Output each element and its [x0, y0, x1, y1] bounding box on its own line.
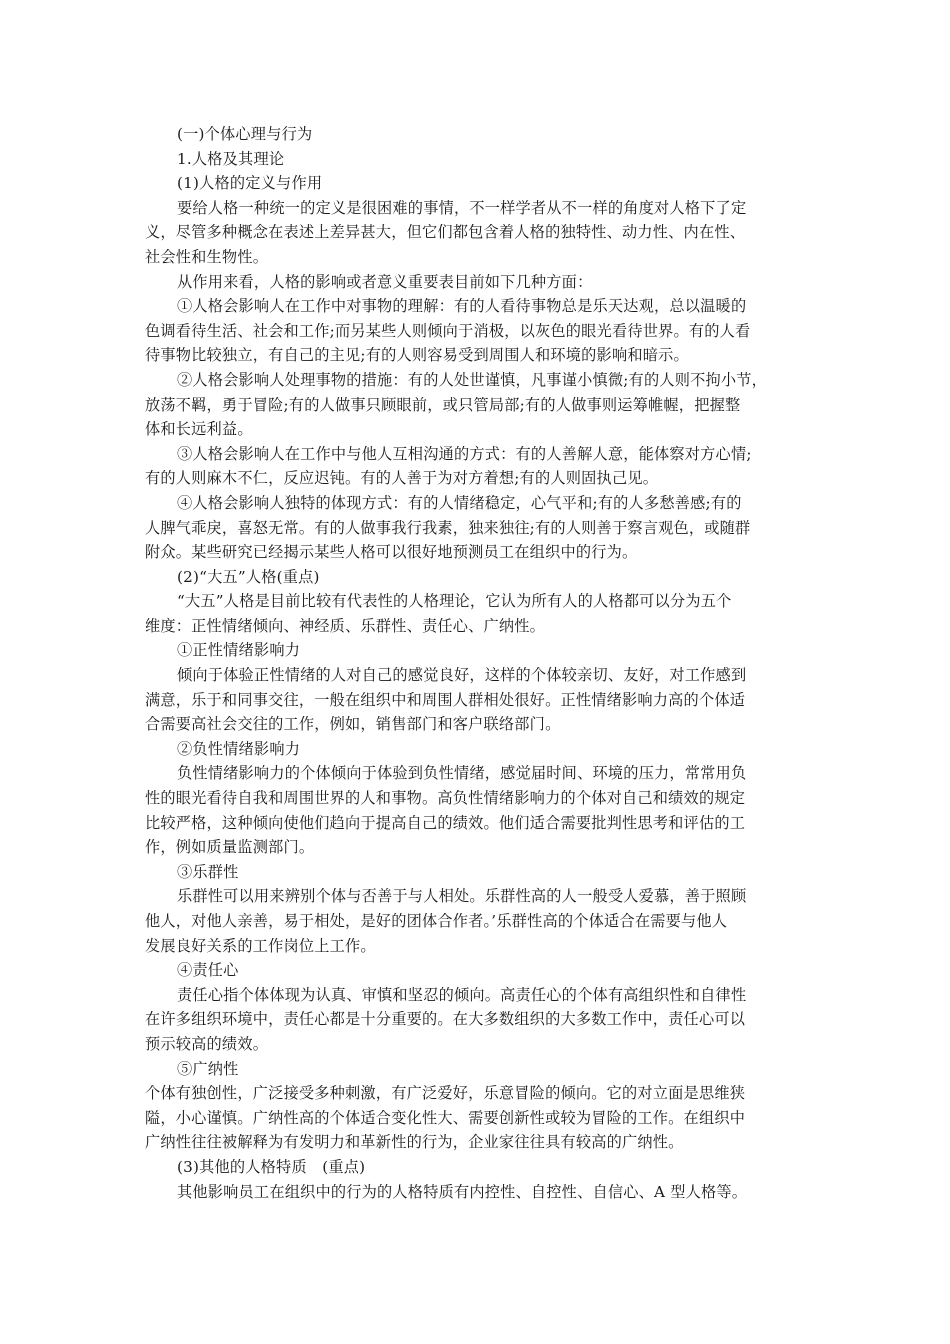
text-line: 附众。某些研究已经揭示某些人格可以很好地预测员工在组织中的行为。 [145, 543, 638, 562]
text-line: 有的人则麻木不仁，反应迟钝。有的人善于为对方着想;有的人则固执己见。 [145, 469, 659, 488]
text-line: 合需要高社会交往的工作，例如，销售部门和客户联络部门。 [145, 715, 561, 734]
text-line: 社会性和生物性。 [145, 247, 269, 266]
text-line: 负性情绪影响力的个体倾向于体验到负性情绪，感觉届时间、环境的压力，常常用负 [177, 764, 747, 783]
text-line: ①正性情绪影响力 [177, 641, 301, 660]
text-line: 从作用来看，人格的影响或者意义重要表目前如下几种方面： [177, 272, 593, 291]
text-line: 维度：正性情绪倾向、神经质、乐群性、责任心、广纳性。 [145, 616, 546, 635]
text-line: 体和长远利益。 [145, 420, 253, 439]
text-line: ⑤广纳性 [177, 1059, 239, 1078]
text-line: ①人格会影响人在工作中对事物的理解：有的人看待事物总是乐天达观，总以温暖的 [177, 297, 747, 316]
text-line: 待事物比较独立，有自己的主见;有的人则容易受到周围人和环境的影响和暗示。 [145, 346, 689, 365]
text-line: 人脾气乖戾，喜怒无常。有的人做事我行我素，独来独往;有的人则善于察言观色，或随群 [145, 518, 751, 537]
text-line: 要给人格一种统一的定义是很困难的事情，不一样学者从不一样的角度对人格下了定 [177, 198, 747, 217]
text-line: ③乐群性 [177, 862, 239, 881]
text-line: 1.人格及其理论 [177, 149, 285, 168]
text-line: 比较严格，这种倾向使他们趋向于提高自己的绩效。他们适合需要批判性思考和评估的工 [145, 813, 746, 832]
text-line: 广纳性往往被解释为有发明力和革新性的行为，企业家往往具有较高的广纳性。 [145, 1133, 684, 1152]
text-line: 责任心指个体体现为认真、审慎和坚忍的倾向。高责任心的个体有高组织性和自律性 [177, 985, 747, 1004]
text-line: 倾向于体验正性情绪的人对自己的感觉良好，这样的个体较亲切、友好，对工作感到 [177, 666, 747, 685]
text-line: 他人，对他人亲善，易于相处，是好的团体合作者。’乐群性高的个体适合在需要与他人 [145, 912, 728, 930]
text-line: (1)人格的定义与作用 [177, 174, 323, 193]
text-line: 在许多组织环境中，责任心都是十分重要的。在大多数组织的大多数工作中，责任心可以 [145, 1010, 746, 1029]
text-line: 作，例如质量监测部门。 [145, 838, 315, 857]
text-line: ④责任心 [177, 961, 239, 980]
text-line: 发展良好关系的工作岗位上工作。 [145, 936, 376, 955]
text-line: ②人格会影响人处理事物的措施：有的人处世谨慎，凡事谨小慎微;有的人则不拘小节， [177, 370, 768, 389]
text-line: 义，尽管多种概念在表述上差异甚大，但它们都包含着人格的独特性、动力性、内在性、 [145, 223, 746, 242]
text-line: 隘，小心谨慎。广纳性高的个体适合变化性大、需要创新性或较为冒险的工作。在组织中 [145, 1108, 746, 1127]
text-line: (3)其他的人格特质 (重点) [177, 1157, 366, 1176]
text-line: 色调看待生活、社会和工作;而另某些人则倾向于消极，以灰色的眼光看待世界。有的人看 [145, 321, 751, 340]
text-line: ②负性情绪影响力 [177, 739, 301, 758]
text-line: ③人格会影响人在工作中与他人互相沟通的方式：有的人善解人意，能体察对方心情; [177, 444, 752, 463]
text-line: 满意，乐于和同事交往，一般在组织中和周围人群相处很好。正性情绪影响力高的个体适 [145, 690, 746, 709]
text-line: (2)“大五”人格(重点) [177, 567, 320, 586]
text-line: 乐群性可以用来辨别个体与否善于与人相处。乐群性高的人一般受人爱慕，善于照顾 [177, 887, 747, 906]
text-line: “大五”人格是目前比较有代表性的人格理论，它认为所有人的人格都可以分为五个 [177, 592, 732, 611]
text-line: 放荡不羁，勇于冒险;有的人做事只顾眼前，或只管局部;有的人做事则运筹帷幄，把握整 [145, 395, 741, 414]
text-line: (一)个体心理与行为 [177, 125, 313, 143]
text-line: 性的眼光看待自我和周围世界的人和事物。高负性情绪影响力的个体对自己和绩效的规定 [145, 789, 746, 808]
text-line: 其他影响员工在组织中的行为的人格特质有内控性、自控性、自信心、A 型人格等。 [177, 1182, 748, 1201]
document-body [145, 122, 815, 1204]
text-line: 个体有独创性，广泛接受多种刺激，有广泛爱好，乐意冒险的倾向。它的对立面是思维狭 [145, 1084, 746, 1103]
text-line: ④人格会影响人独特的体现方式：有的人情绪稳定，心气平和;有的人多愁善感;有的 [177, 493, 742, 512]
text-line: 预示较高的绩效。 [145, 1034, 269, 1053]
